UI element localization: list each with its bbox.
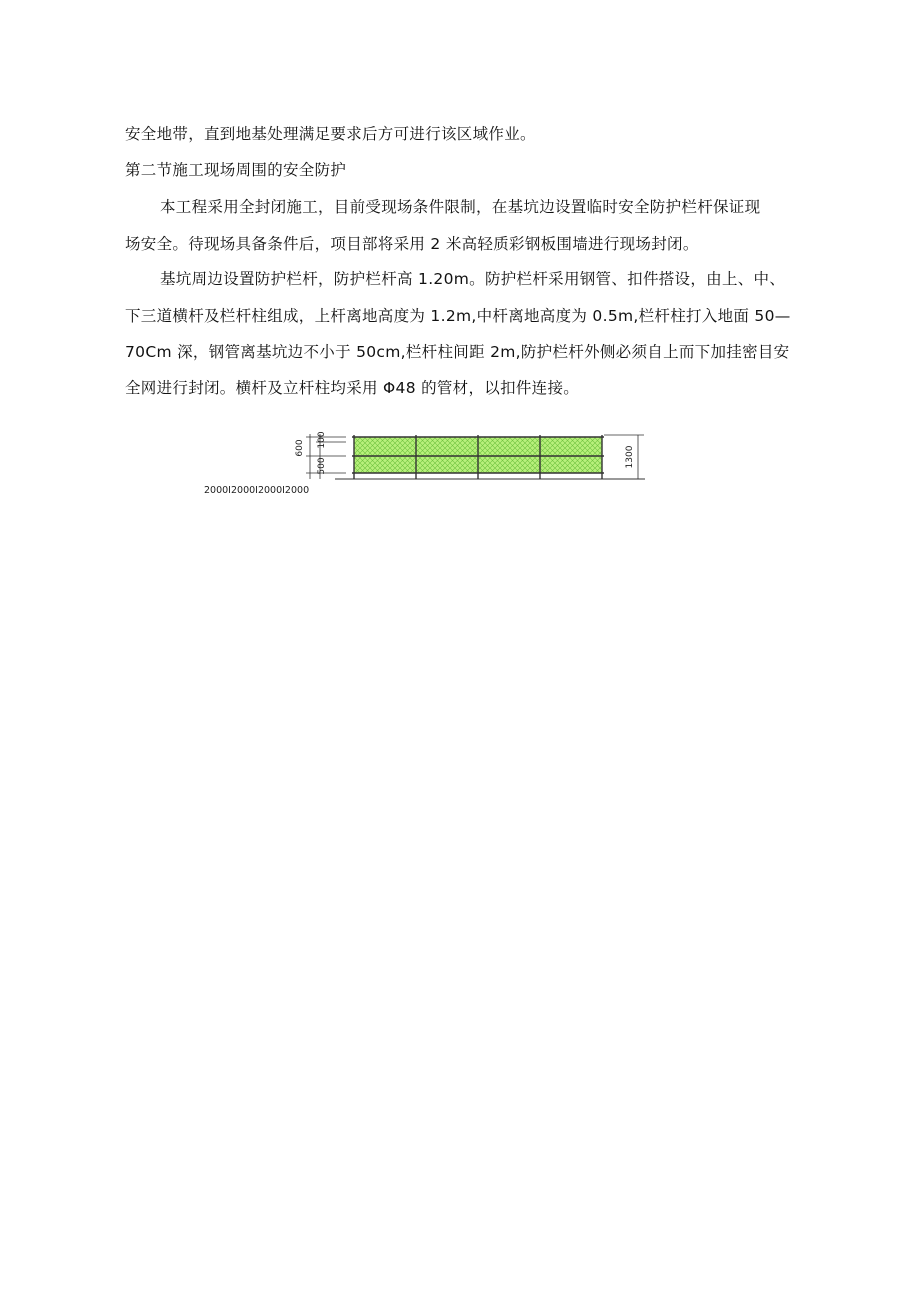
dimension-label-100: 100 [317,431,327,449]
paragraph-line: 全网进行封闭。横杆及立杆柱均采用 Φ48 的管材，以扣件连接。 [125,379,580,397]
paragraph-line: 本工程采用全封闭施工，目前受现场条件限制，在基坑边设置临时安全防护栏杆保证现 [160,198,761,216]
dimension-label-1300: 1300 [625,445,635,469]
dimension-label-500: 500 [317,457,327,475]
figure-spacing-caption: 2000I2000I2000I2000 [204,485,310,496]
dimension-label-600: 600 [295,439,305,457]
section-heading: 第二节施工现场周围的安全防护 [125,161,347,179]
paragraph-line: 下三道横杆及栏杆柱组成，上杆离地高度为 1.2m,中杆离地高度为 0.5m,栏杆柱打入地面 50— [125,307,791,325]
railing-svg [280,428,660,488]
paragraph-line: 基坑周边设置防护栏杆，防护栏杆高 1.20m。防护栏杆采用钢管、扣件搭设，由上、中、 [160,270,786,288]
railing-diagram [280,428,660,488]
paragraph-line: 安全地带，直到地基处理满足要求后方可进行该区域作业。 [125,125,536,143]
paragraph-line: 场安全。待现场具备条件后，项目部将采用 2 米高轻质彩钢板围墙进行现场封闭。 [125,235,699,253]
paragraph-line: 70Cm 深，钢管离基坑边不小于 50cm,栏杆柱间距 2m,防护栏杆外侧必须自上而下加挂密目安 [125,343,790,361]
